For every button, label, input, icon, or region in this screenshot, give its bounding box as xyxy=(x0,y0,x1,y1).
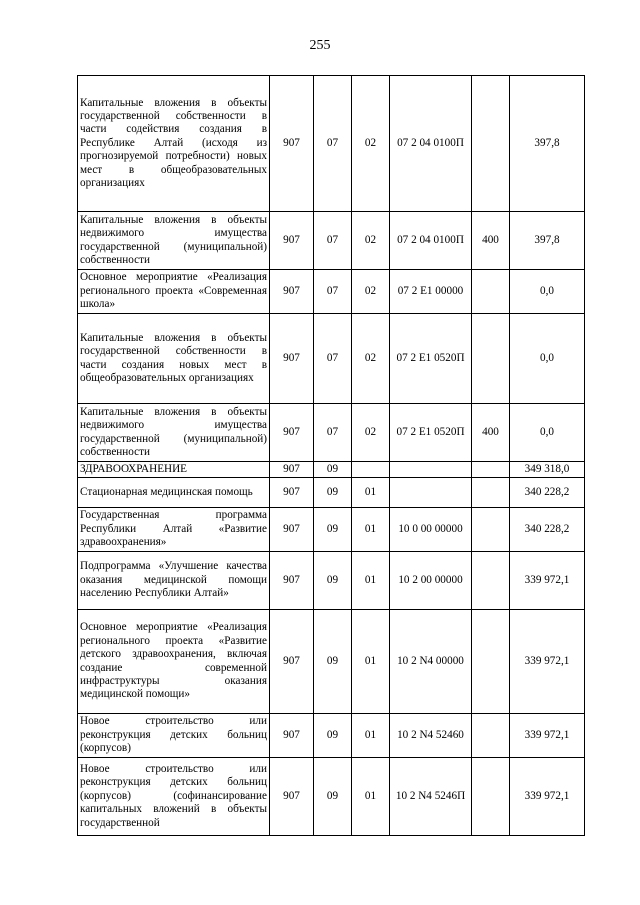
amount: 349 318,0 xyxy=(510,462,585,478)
table-row xyxy=(78,270,585,314)
subsection-code: 02 xyxy=(352,404,390,462)
amount: 340 228,2 xyxy=(510,508,585,552)
section-code: 07 xyxy=(314,404,352,462)
section-code: 07 xyxy=(314,76,352,212)
subsection-code: 01 xyxy=(352,478,390,508)
ministry-code: 907 xyxy=(270,462,314,478)
table-row xyxy=(78,552,585,610)
ministry-code: 907 xyxy=(270,404,314,462)
table-row xyxy=(78,714,585,758)
section-code: 07 xyxy=(314,212,352,270)
subsection-code: 01 xyxy=(352,508,390,552)
subsection-code xyxy=(352,462,390,478)
expense-type-code xyxy=(472,314,510,404)
subsection-code: 02 xyxy=(352,314,390,404)
amount: 397,8 xyxy=(510,76,585,212)
subsection-code: 02 xyxy=(352,76,390,212)
row-name: Основное мероприятие «Реализация регионального проекта «Современная школа» xyxy=(78,270,270,314)
target-article-code: 10 2 N4 00000 xyxy=(390,610,472,714)
expense-type-code xyxy=(472,478,510,508)
row-name: Стационарная медицинская помощь xyxy=(78,478,270,508)
expense-type-code xyxy=(472,610,510,714)
row-name: Капитальные вложения в объекты государственной собственности в части создания новых мест в общеобразовательных организациях xyxy=(78,314,270,404)
expense-type-code: 400 xyxy=(472,212,510,270)
row-name: ЗДРАВООХРАНЕНИЕ xyxy=(78,462,270,478)
table-row xyxy=(78,314,585,404)
section-code: 07 xyxy=(314,270,352,314)
expense-type-code xyxy=(472,714,510,758)
target-article-code: 10 2 00 00000 xyxy=(390,552,472,610)
page-number: 255 xyxy=(309,38,331,53)
table-row xyxy=(78,404,585,462)
table-row xyxy=(78,508,585,552)
table-row xyxy=(78,462,585,478)
target-article-code: 07 2 E1 0520П xyxy=(390,404,472,462)
ministry-code: 907 xyxy=(270,552,314,610)
expense-type-code xyxy=(472,508,510,552)
ministry-code: 907 xyxy=(270,508,314,552)
expense-type-code xyxy=(472,270,510,314)
row-name: Подпрограмма «Улучшение качества оказания медицинской помощи населению Республики Алтай» xyxy=(78,552,270,610)
ministry-code: 907 xyxy=(270,478,314,508)
row-name: Новое строительство или реконструкция детских больниц (корпусов) xyxy=(78,714,270,758)
amount: 397,8 xyxy=(510,212,585,270)
table-row xyxy=(78,478,585,508)
section-code: 07 xyxy=(314,314,352,404)
ministry-code: 907 xyxy=(270,610,314,714)
target-article-code: 10 0 00 00000 xyxy=(390,508,472,552)
row-name: Капитальные вложения в объекты государственной собственности в части содействия создания в Республике Алтай (исходя из прогнозируемой потребности) новых мест в общеобразовательных организациях xyxy=(78,76,270,212)
ministry-code: 907 xyxy=(270,758,314,836)
ministry-code: 907 xyxy=(270,76,314,212)
subsection-code: 01 xyxy=(352,552,390,610)
row-name: Новое строительство или реконструкция детских больниц (корпусов) (софинансирование капитальных вложений в объекты государственной xyxy=(78,758,270,836)
amount: 340 228,2 xyxy=(510,478,585,508)
row-name: Государственная программа Республики Алтай «Развитие здравоохранения» xyxy=(78,508,270,552)
target-article-code: 07 2 E1 0520П xyxy=(390,314,472,404)
section-code: 09 xyxy=(314,758,352,836)
amount: 0,0 xyxy=(510,404,585,462)
row-name: Капитальные вложения в объекты недвижимого имущества государственной (муниципальной) собственности xyxy=(78,212,270,270)
row-name: Капитальные вложения в объекты недвижимого имущества государственной (муниципальной) собственности xyxy=(78,404,270,462)
ministry-code: 907 xyxy=(270,212,314,270)
amount: 339 972,1 xyxy=(510,552,585,610)
target-article-code: 07 2 E1 00000 xyxy=(390,270,472,314)
ministry-code: 907 xyxy=(270,314,314,404)
target-article-code: 07 2 04 0100П xyxy=(390,212,472,270)
section-code: 09 xyxy=(314,478,352,508)
expense-type-code xyxy=(472,552,510,610)
table-row xyxy=(78,758,585,836)
expense-type-code xyxy=(472,462,510,478)
budget-table xyxy=(77,75,585,836)
target-article-code: 07 2 04 0100П xyxy=(390,76,472,212)
amount: 339 972,1 xyxy=(510,758,585,836)
section-code: 09 xyxy=(314,462,352,478)
target-article-code xyxy=(390,478,472,508)
subsection-code: 01 xyxy=(352,758,390,836)
section-code: 09 xyxy=(314,610,352,714)
target-article-code: 10 2 N4 52460 xyxy=(390,714,472,758)
table-row xyxy=(78,212,585,270)
amount: 0,0 xyxy=(510,270,585,314)
subsection-code: 01 xyxy=(352,610,390,714)
section-code: 09 xyxy=(314,552,352,610)
expense-type-code xyxy=(472,758,510,836)
ministry-code: 907 xyxy=(270,714,314,758)
subsection-code: 02 xyxy=(352,270,390,314)
expense-type-code: 400 xyxy=(472,404,510,462)
section-code: 09 xyxy=(314,714,352,758)
row-name: Основное мероприятие «Реализация регионального проекта «Развитие детского здравоохранения, включая создание современной инфраструктуры оказания медицинской помощи» xyxy=(78,610,270,714)
ministry-code: 907 xyxy=(270,270,314,314)
section-code: 09 xyxy=(314,508,352,552)
subsection-code: 02 xyxy=(352,212,390,270)
table-row xyxy=(78,610,585,714)
expense-type-code xyxy=(472,76,510,212)
target-article-code xyxy=(390,462,472,478)
target-article-code: 10 2 N4 5246П xyxy=(390,758,472,836)
amount: 0,0 xyxy=(510,314,585,404)
amount: 339 972,1 xyxy=(510,610,585,714)
subsection-code: 01 xyxy=(352,714,390,758)
table-row xyxy=(78,76,585,212)
amount: 339 972,1 xyxy=(510,714,585,758)
